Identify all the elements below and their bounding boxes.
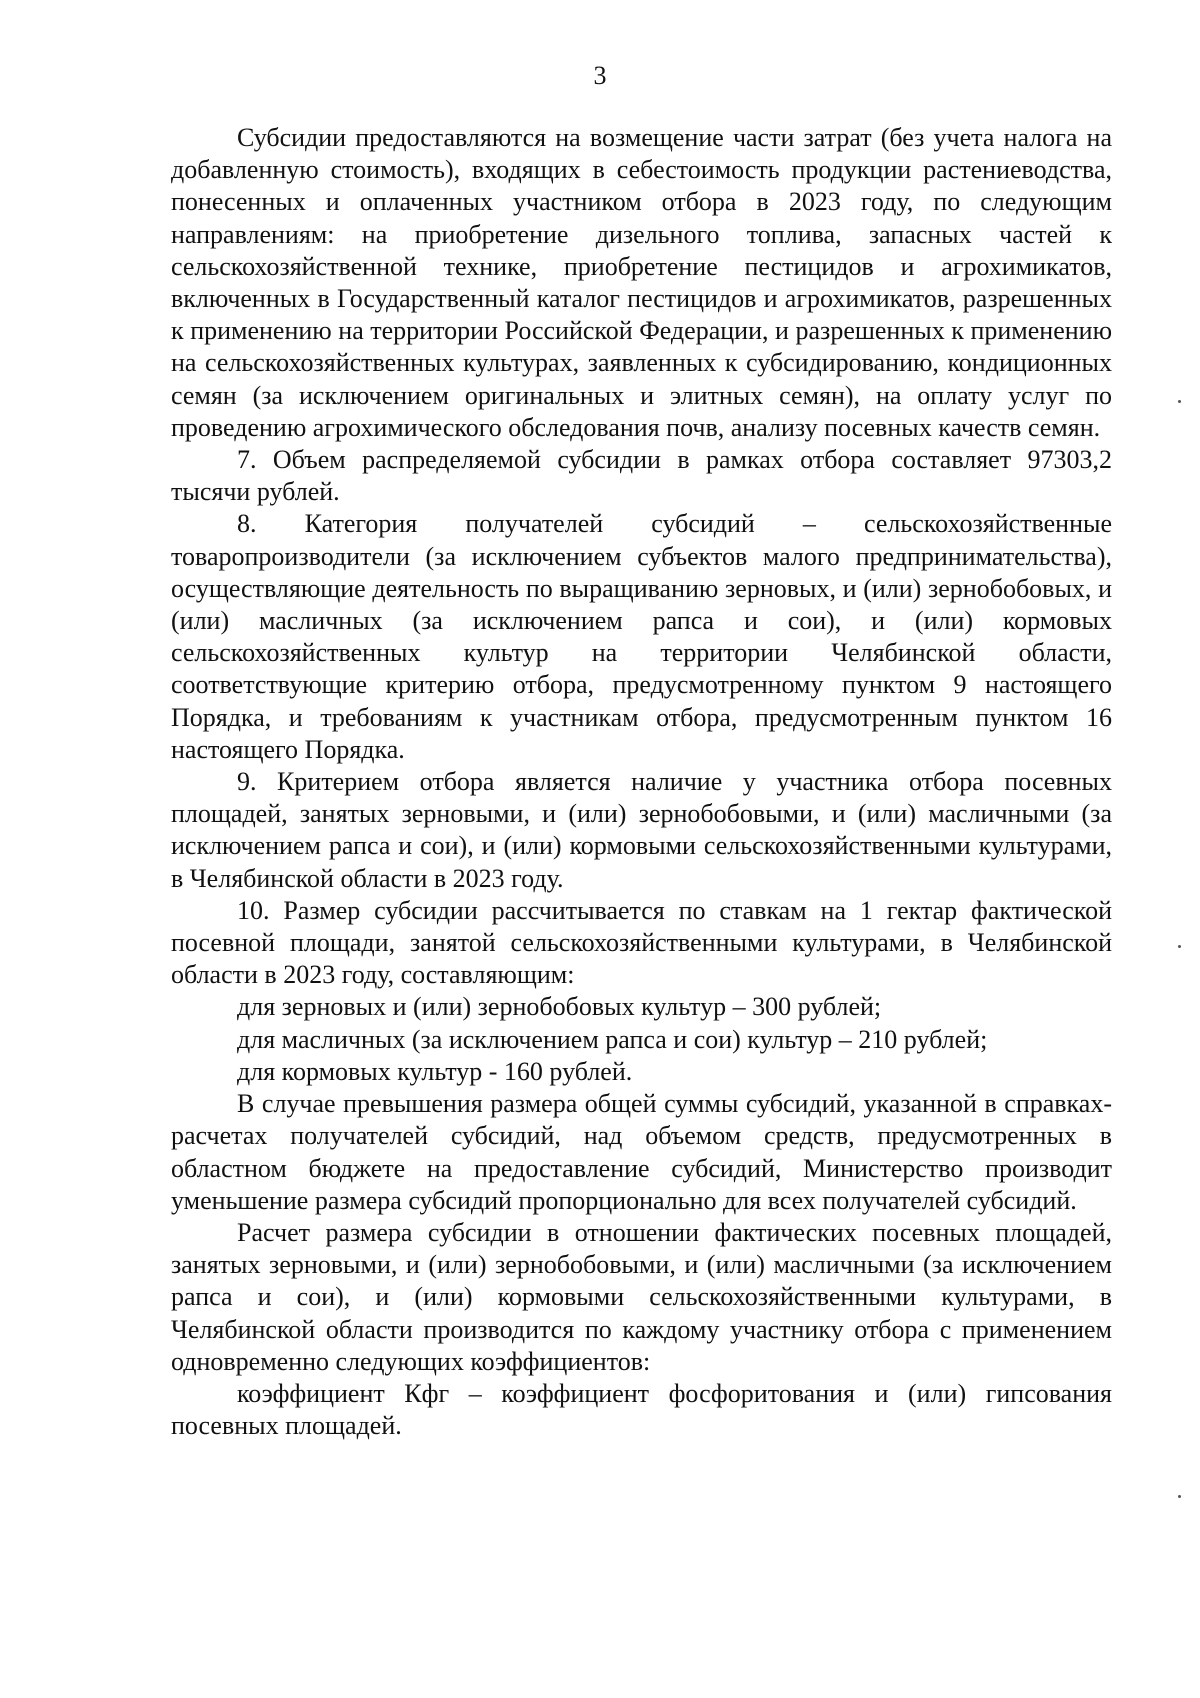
paragraph-excess: В случае превышения размера общей суммы субсидий, указанной в справках-расчетах получателей субсидий, над объемом средств, предусмотренных в областном бюджете на предоставление субсидий, Министерство производит уменьшение размера субсидий пропорционально для всех получателей субсидий. xyxy=(171,1089,1112,1215)
paragraph-coefficient-kfg: коэффициент Кфг – коэффициент фосфоритования и (или) гипсования посевных площадей. xyxy=(171,1378,1112,1441)
scan-artifact-dot xyxy=(1178,945,1181,948)
page-number: 3 xyxy=(593,61,607,90)
paragraph-item-10: 10. Размер субсидии рассчитывается по ставкам на 1 гектар фактической посевной площади, занятой сельскохозяйственными культурами, в Челябинской области в 2023 году, составляющим: xyxy=(171,895,1112,990)
rate-grain: для зерновых и (или) зернобобовых культур – 300 рублей; xyxy=(237,992,882,1022)
rate-fodder: для кормовых культур - 160 рублей. xyxy=(237,1056,633,1086)
scan-artifact-dot xyxy=(1178,1495,1181,1498)
paragraph-item-9: 9. Критерием отбора является наличие у участника отбора посевных площадей, занятых зерновыми, и (или) зернобобовыми, и (или) масличными (за исключением рапса и сои), и (или) кормовыми сельскохозяйственными культурами, в Челябинской области в 2023 году. xyxy=(171,767,1112,893)
rate-oilseed: для масличных (за исключением рапса и сои) культур – 210 рублей; xyxy=(237,1024,988,1054)
paragraph-calculation: Расчет размера субсидии в отношении фактических посевных площадей, занятых зерновыми, и (или) зернобобовыми, и (или) масличными (за исключением рапса и сои), и (или) кормовыми сельскохозяйственными культурами, в Челябинской области производится по каждому участнику отбора с применением одновременно следующих коэффициентов: xyxy=(171,1217,1112,1376)
paragraph-item-8: 8. Категория получателей субсидий – сельскохозяйственные товаропроизводители (за исключением субъектов малого предпринимательства), осуществляющие деятельность по выращиванию зерновых, и (или) зернобобовых, и (или) масличных (за исключением рапса и сои), и (или) кормовых сельскохозяйственных культур на территории Челябинской области, соответствующие критерию отбора, предусмотренному пунктом 9 настоящего Порядка, и требованиям к участникам отбора, предусмотренным пунктом 16 настоящего Порядка. xyxy=(171,509,1112,764)
paragraph-subsidy-directions: Субсидии предоставляются на возмещение части затрат (без учета налога на добавленную стоимость), входящих в себестоимость продукции растениеводства, понесенных и оплаченных участником отбора в 2023 году, по следующим направлениям: на приобретение дизельного топлива, запасных частей к сельскохозяйственной технике, приобретение пестицидов и агрохимикатов, включенных в Государственный каталог пестицидов и агрохимикатов, разрешенных к применению на территории Российской Федерации, и разрешенных к применению на сельскохозяйственных культурах, заявленных к субсидированию, кондиционных семян (за исключением оригинальных и элитных семян), на оплату услуг по проведению агрохимического обследования почв, анализу посевных качеств семян. xyxy=(171,123,1112,442)
document-body xyxy=(171,122,1112,1442)
paragraph-item-7: 7. Объем распределяемой субсидии в рамках отбора составляет 97303,2 тысячи рублей. xyxy=(171,445,1112,507)
scan-artifact-dot xyxy=(1178,400,1181,403)
